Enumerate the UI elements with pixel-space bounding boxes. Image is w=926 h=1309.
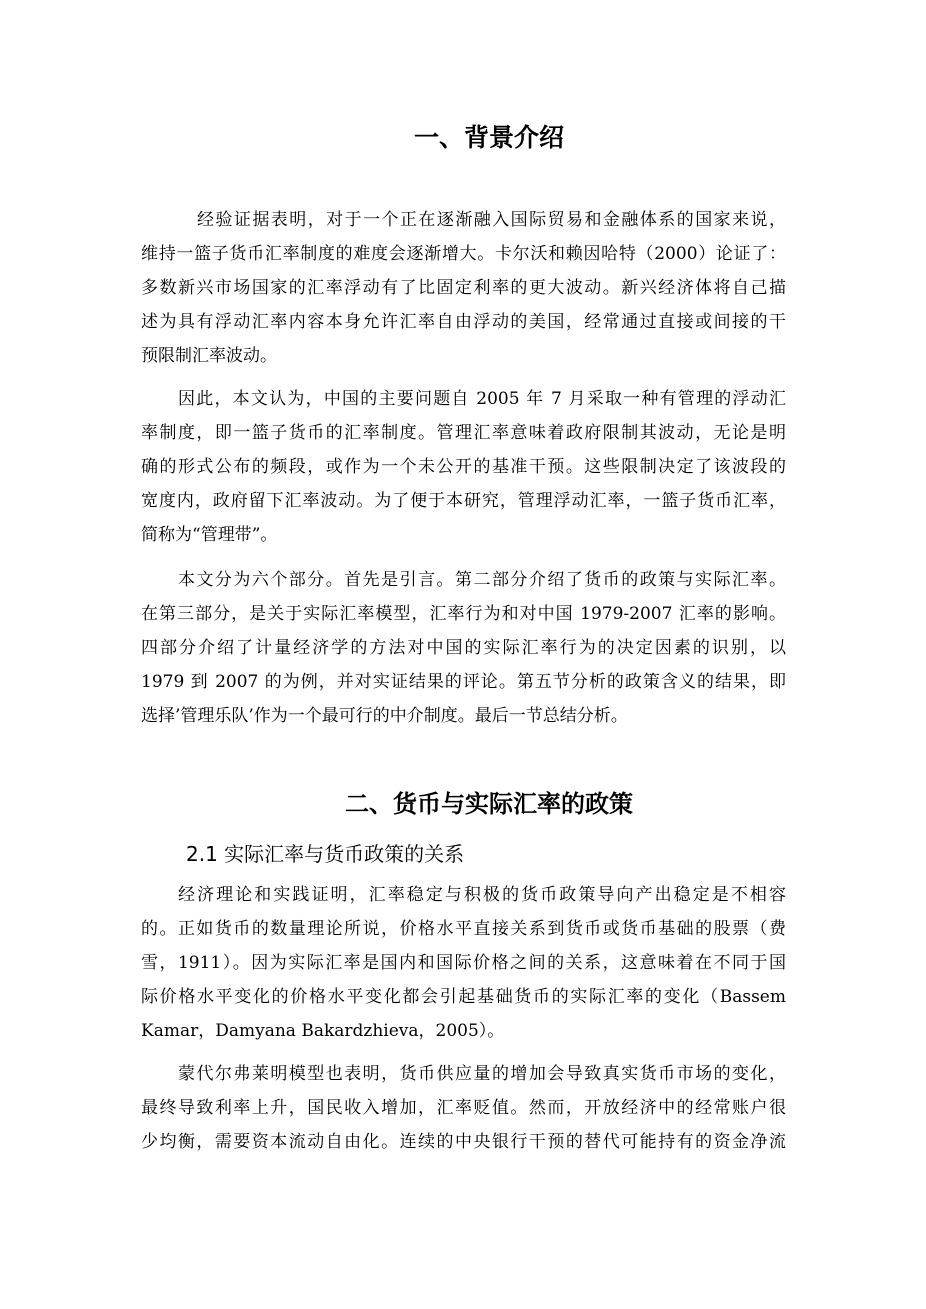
paragraph-line: 简称为“管理带”。	[141, 525, 278, 545]
paragraph-line: 述为具有浮动汇率内容本身允许汇率自由浮动的美国，经常通过直接或间接的干	[141, 312, 786, 332]
paragraph-line: 宽度内，政府留下汇率波动。为了便于本研究，管理浮动汇率，一篮子货币汇率，	[141, 491, 786, 511]
paragraph-line: 确的形式公布的频段，或作为一个未公开的基准干预。这些限制决定了该波段的	[141, 457, 786, 477]
section-1-heading: 一、背景介绍	[413, 123, 564, 152]
paragraph-line: 在第三部分，是关于实际汇率模型，汇率行为和对中国 1979-2007 汇率的影响。	[141, 604, 786, 624]
paragraph-line: 的。正如货币的数量理论所说，价格水平直接关系到货币或货币基础的股票（费	[141, 919, 786, 939]
paragraph-line: 经验证据表明，对于一个正在逐渐融入国际贸易和金融体系的国家来说，	[197, 210, 786, 230]
paragraph-line: 际价格水平变化的价格水平变化都会引起基础货币的实际汇率的变化（Bassem	[141, 987, 786, 1007]
paragraph-line: 率制度，即一篮子货币的汇率制度。管理汇率意味着政府限制其波动，无论是明	[141, 423, 786, 443]
paragraph-line: 经济理论和实践证明，汇率稳定与积极的货币政策导向产出稳定是不相容	[178, 885, 786, 905]
paragraph-line: 本文分为六个部分。首先是引言。第二部分介绍了货币的政策与实际汇率。	[178, 570, 786, 590]
paragraph-line: Kamar，Damyana Bakardzhieva，2005）。	[141, 1021, 505, 1041]
section-2-heading: 二、货币与实际汇率的政策	[345, 790, 633, 818]
paragraph-line: 因此，本文认为，中国的主要问题自 2005 年 7 月采取一种有管理的浮动汇	[178, 389, 786, 409]
paragraph-line: 预限制汇率波动。	[141, 346, 277, 366]
paragraph-line: 蒙代尔弗莱明模型也表明，货币供应量的增加会导致真实货币市场的变化，	[178, 1064, 786, 1084]
paragraph-line: 少均衡，需要资本流动自由化。连续的中央银行干预的替代可能持有的资金净流	[141, 1132, 786, 1152]
paragraph-line: 维持一篮子货币汇率制度的难度会逐渐增大。卡尔沃和赖因哈特（2000）论证了：	[141, 244, 786, 264]
subsection-2-1-heading: 2.1 实际汇率与货币政策的关系	[186, 842, 465, 866]
paragraph-line: 选择’管理乐队’作为一个最可行的中介制度。最后一节总结分析。	[141, 706, 628, 726]
paragraph-line: 多数新兴市场国家的汇率浮动有了比固定利率的更大波动。新兴经济体将自己描	[141, 278, 786, 298]
paragraph-line: 四部分介绍了计量经济学的方法对中国的实际汇率行为的决定因素的识别，以	[141, 638, 786, 658]
paragraph-line: 最终导致利率上升，国民收入增加，汇率贬值。然而，开放经济中的经常账户很	[141, 1098, 786, 1118]
paragraph-line: 雪，1911）。因为实际汇率是国内和国际价格之间的关系，这意味着在不同于国	[141, 953, 786, 973]
paragraph-line: 1979 到 2007 的为例，并对实证结果的评论。第五节分析的政策含义的结果，即	[141, 672, 786, 692]
